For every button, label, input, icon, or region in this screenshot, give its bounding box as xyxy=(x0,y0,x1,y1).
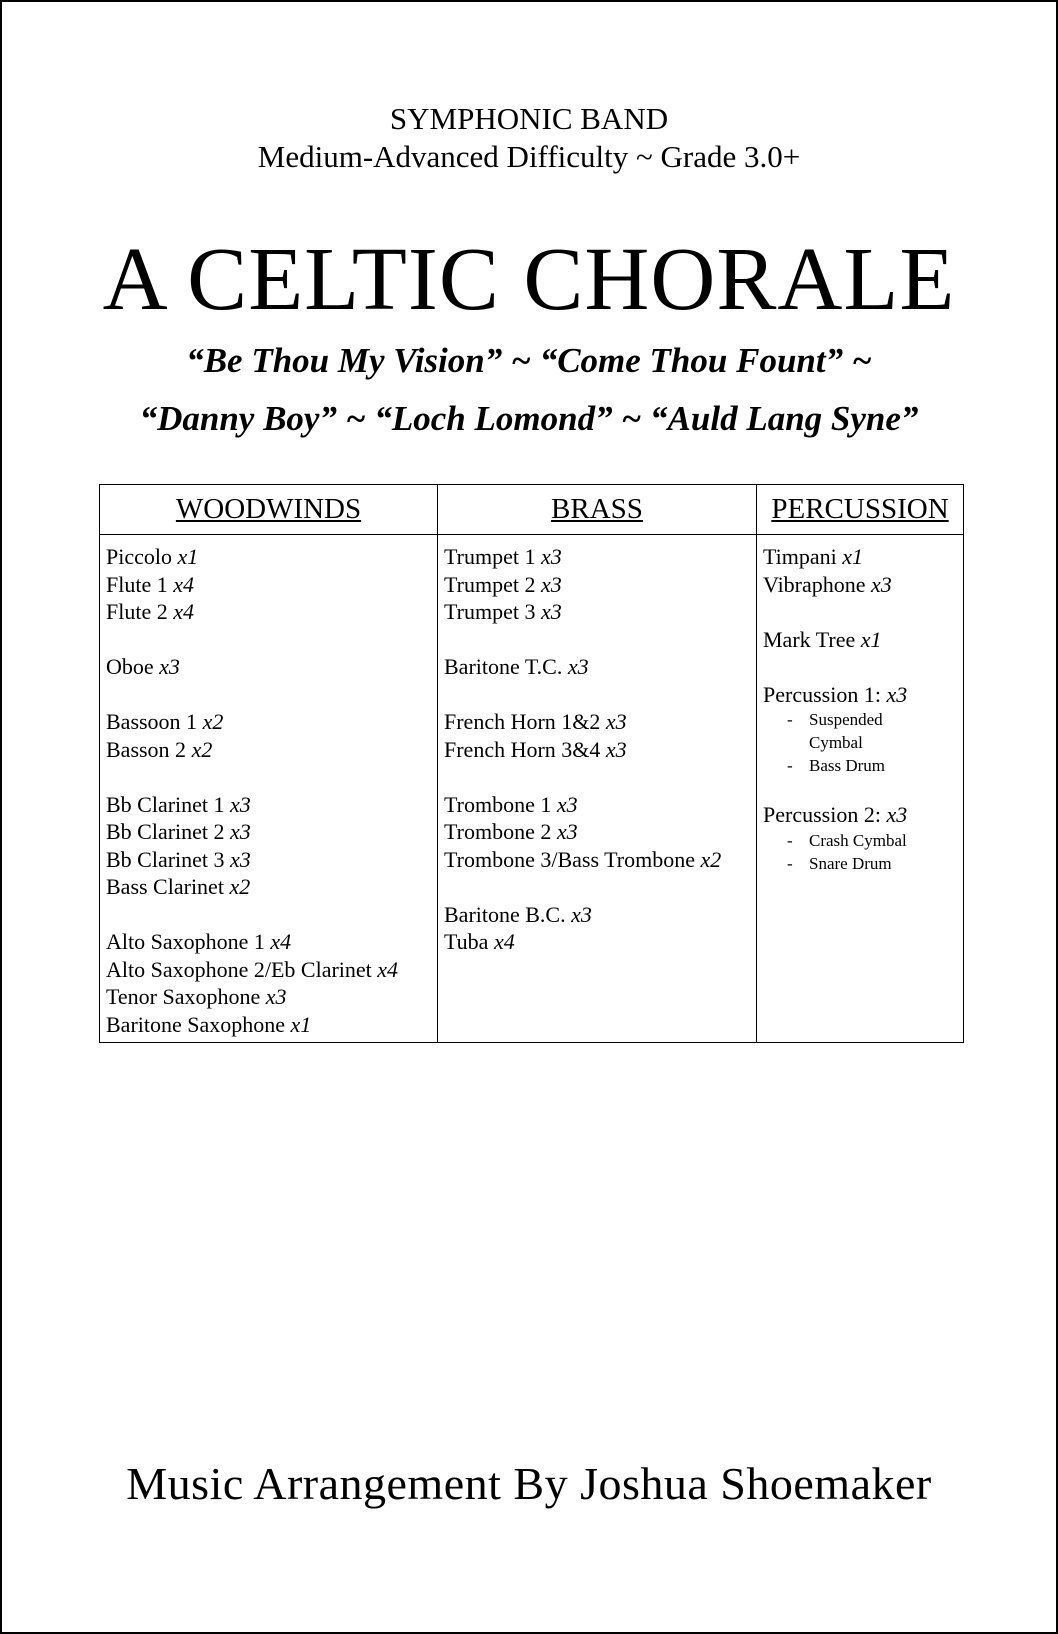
list-item: Mark Tree x1 xyxy=(763,626,882,652)
list-item: Trumpet 2 x3 xyxy=(444,571,562,597)
sub-item: - Snare Drum xyxy=(787,853,892,873)
difficulty-label: Medium-Advanced Difficulty ~ Grade 3.0+ xyxy=(257,139,801,174)
list-item: Timpani x1 xyxy=(763,544,864,569)
sub-item: - Bass Drum xyxy=(787,756,886,775)
list-item: Trombone 3/Bass Trombone x2 xyxy=(444,846,722,872)
list-item: Baritone B.C. x3 xyxy=(444,901,592,927)
percussion-header: PERCUSSION xyxy=(757,485,964,535)
list-item: Flute 1 x4 xyxy=(106,571,194,597)
list-item: Bass Clarinet x2 xyxy=(106,874,251,899)
list-item: Basson 2 x2 xyxy=(106,736,213,762)
woodwinds-header: WOODWINDS xyxy=(100,485,438,535)
table-header-row xyxy=(100,485,964,535)
ensemble-label: SYMPHONIC BAND xyxy=(389,101,669,136)
list-item: Trombone 1 x3 xyxy=(444,791,578,817)
sub-item: - Suspended xyxy=(787,710,883,729)
list-item: French Horn 1&2 x3 xyxy=(444,709,627,734)
song-line-1: “Be Thou My Vision” ~ “Come Thou Fount” ~ xyxy=(186,341,872,380)
list-item: French Horn 3&4 x3 xyxy=(444,736,627,762)
table-body-row xyxy=(100,535,964,1043)
list-item: Alto Saxophone 2/Eb Clarinet x4 xyxy=(106,956,399,982)
list-item: Piccolo x1 xyxy=(106,544,199,569)
list-item: Trumpet 1 x3 xyxy=(444,544,562,569)
list-item: Bb Clarinet 1 x3 xyxy=(106,791,251,817)
list-item: Oboe x3 xyxy=(106,654,180,679)
sub-item: - Crash Cymbal xyxy=(787,830,907,850)
song-line-2: “Danny Boy” ~ “Loch Lomond” ~ “Auld Lang Syne” xyxy=(139,399,919,438)
list-item: Alto Saxophone 1 x4 xyxy=(106,929,292,954)
song-list xyxy=(2,332,1056,448)
arranger-credit: Music Arrangement By Joshua Shoemaker xyxy=(126,1458,932,1509)
list-item: Vibraphone x3 xyxy=(763,571,892,597)
list-item: Trumpet 3 x3 xyxy=(444,599,562,624)
list-item: Bb Clarinet 2 x3 xyxy=(106,819,251,844)
brass-column xyxy=(438,535,757,1043)
percussion-column xyxy=(757,535,964,1043)
list-item: Bb Clarinet 3 x3 xyxy=(106,846,251,872)
list-item: Tuba x4 xyxy=(444,929,515,954)
list-item: Baritone T.C. x3 xyxy=(444,654,589,679)
woodwinds-column xyxy=(100,535,438,1043)
list-item: Flute 2 x4 xyxy=(106,599,194,624)
list-item: Bassoon 1 x2 xyxy=(106,709,224,734)
piece-title: A CELTIC CHORALE xyxy=(102,230,956,329)
sub-item: Cymbal xyxy=(809,733,863,752)
list-item: Trombone 2 x3 xyxy=(444,819,578,844)
instrumentation-table xyxy=(99,484,964,1043)
header-block xyxy=(2,100,1056,176)
list-item: Tenor Saxophone x3 xyxy=(106,984,287,1009)
list-item: Percussion 1: x3 xyxy=(763,681,908,707)
list-item: Percussion 2: x3 xyxy=(763,802,908,827)
brass-header: BRASS xyxy=(438,485,757,535)
list-item: Baritone Saxophone x1 xyxy=(106,1011,312,1037)
